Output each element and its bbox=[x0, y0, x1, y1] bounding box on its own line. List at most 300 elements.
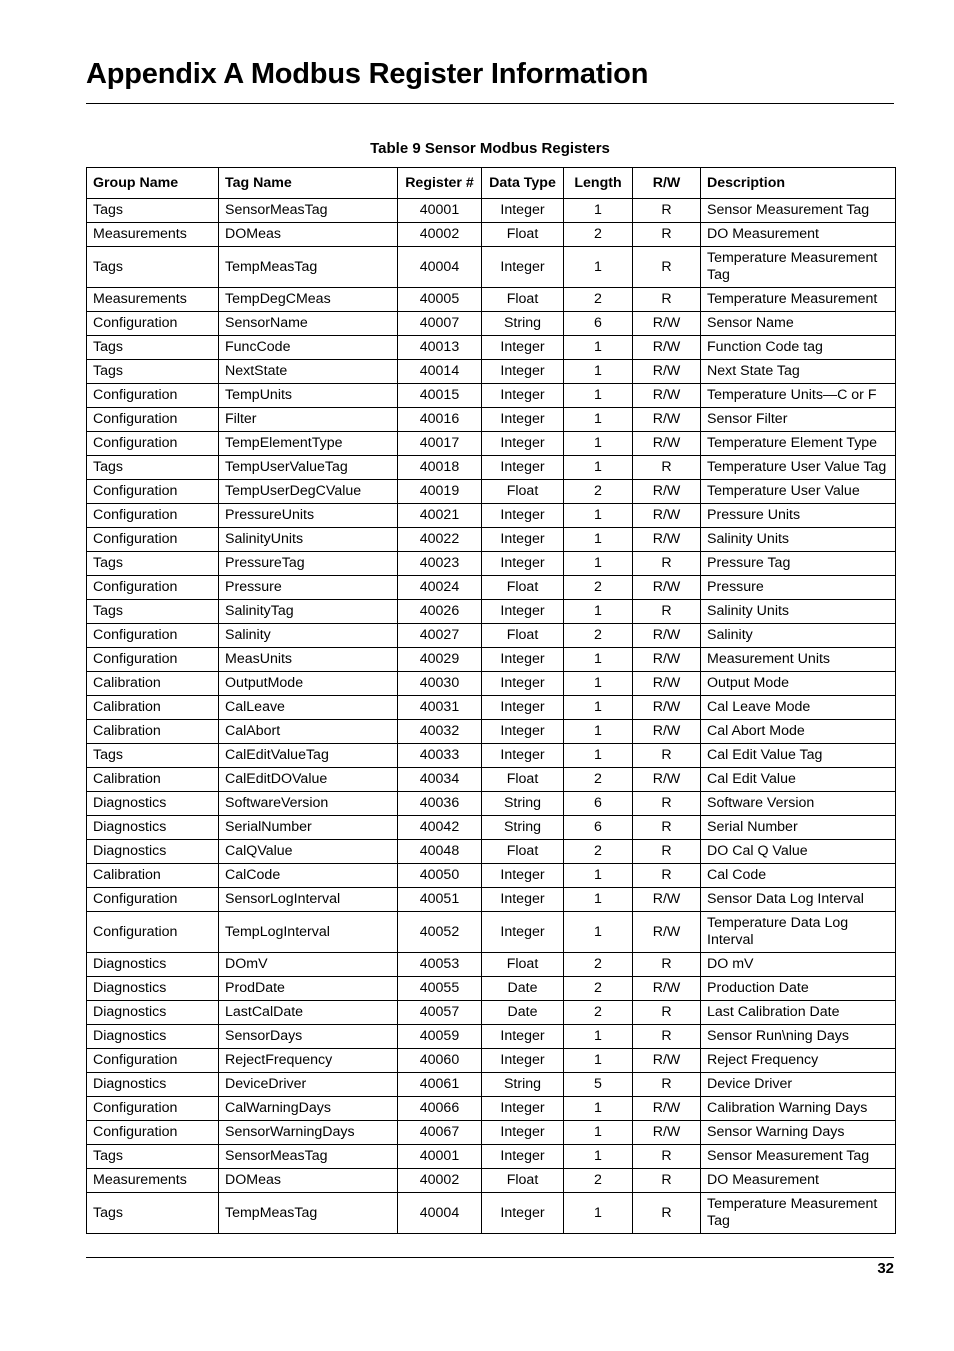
description-cell: Temperature Measurement bbox=[701, 288, 896, 312]
group-name-cell: Tags bbox=[87, 336, 219, 360]
rw-cell: R bbox=[633, 288, 701, 312]
group-name-cell: Diagnostics bbox=[87, 816, 219, 840]
tag-name-cell: CalEditDOValue bbox=[219, 768, 398, 792]
description-cell: Sensor Run\ning Days bbox=[701, 1025, 896, 1049]
tag-name-cell: RejectFrequency bbox=[219, 1049, 398, 1073]
group-name-cell: Measurements bbox=[87, 1169, 219, 1193]
description-cell: Temperature User Value bbox=[701, 480, 896, 504]
table-row bbox=[87, 953, 896, 977]
data-type-cell: Integer bbox=[482, 408, 564, 432]
rw-cell: R/W bbox=[633, 1049, 701, 1073]
length-cell: 2 bbox=[564, 768, 633, 792]
rw-cell: R bbox=[633, 552, 701, 576]
register-cell: 40029 bbox=[398, 648, 482, 672]
table-row bbox=[87, 408, 896, 432]
description-cell: Calibration Warning Days bbox=[701, 1097, 896, 1121]
data-type-cell: Integer bbox=[482, 1025, 564, 1049]
data-type-cell: Integer bbox=[482, 199, 564, 223]
table-row bbox=[87, 504, 896, 528]
description-cell: Temperature Units—C or F bbox=[701, 384, 896, 408]
data-type-cell: String bbox=[482, 312, 564, 336]
header-data-type: Data Type bbox=[482, 168, 564, 199]
group-name-cell: Tags bbox=[87, 360, 219, 384]
tag-name-cell: CalEditValueTag bbox=[219, 744, 398, 768]
table-row bbox=[87, 1073, 896, 1097]
tag-name-cell: TempMeasTag bbox=[219, 1193, 398, 1234]
description-cell: Function Code tag bbox=[701, 336, 896, 360]
register-cell: 40016 bbox=[398, 408, 482, 432]
rw-cell: R bbox=[633, 1001, 701, 1025]
group-name-cell: Configuration bbox=[87, 384, 219, 408]
table-row bbox=[87, 768, 896, 792]
tag-name-cell: MeasUnits bbox=[219, 648, 398, 672]
tag-name-cell: TempUserDegCValue bbox=[219, 480, 398, 504]
group-name-cell: Tags bbox=[87, 552, 219, 576]
table-row bbox=[87, 360, 896, 384]
description-cell: Pressure Units bbox=[701, 504, 896, 528]
group-name-cell: Calibration bbox=[87, 672, 219, 696]
length-cell: 1 bbox=[564, 432, 633, 456]
group-name-cell: Measurements bbox=[87, 288, 219, 312]
length-cell: 2 bbox=[564, 480, 633, 504]
data-type-cell: Date bbox=[482, 977, 564, 1001]
table-row bbox=[87, 1049, 896, 1073]
register-cell: 40051 bbox=[398, 888, 482, 912]
rw-cell: R bbox=[633, 816, 701, 840]
length-cell: 1 bbox=[564, 1145, 633, 1169]
table-row bbox=[87, 696, 896, 720]
rw-cell: R bbox=[633, 1169, 701, 1193]
register-cell: 40002 bbox=[398, 1169, 482, 1193]
page-heading: Appendix A Modbus Register Information bbox=[86, 58, 649, 90]
rw-cell: R bbox=[633, 600, 701, 624]
group-name-cell: Diagnostics bbox=[87, 840, 219, 864]
length-cell: 1 bbox=[564, 552, 633, 576]
register-cell: 40060 bbox=[398, 1049, 482, 1073]
tag-name-cell: OutputMode bbox=[219, 672, 398, 696]
rw-cell: R/W bbox=[633, 912, 701, 953]
group-name-cell: Configuration bbox=[87, 624, 219, 648]
length-cell: 2 bbox=[564, 1001, 633, 1025]
register-cell: 40017 bbox=[398, 432, 482, 456]
register-cell: 40013 bbox=[398, 336, 482, 360]
data-type-cell: Float bbox=[482, 288, 564, 312]
data-type-cell: Integer bbox=[482, 552, 564, 576]
length-cell: 2 bbox=[564, 1169, 633, 1193]
data-type-cell: Integer bbox=[482, 864, 564, 888]
rw-cell: R bbox=[633, 792, 701, 816]
length-cell: 2 bbox=[564, 953, 633, 977]
length-cell: 1 bbox=[564, 247, 633, 288]
rw-cell: R/W bbox=[633, 480, 701, 504]
table-row bbox=[87, 1001, 896, 1025]
register-cell: 40026 bbox=[398, 600, 482, 624]
description-cell: Salinity Units bbox=[701, 600, 896, 624]
group-name-cell: Tags bbox=[87, 456, 219, 480]
description-cell: Temperature Element Type bbox=[701, 432, 896, 456]
data-type-cell: Integer bbox=[482, 888, 564, 912]
register-cell: 40024 bbox=[398, 576, 482, 600]
rw-cell: R bbox=[633, 1073, 701, 1097]
header-rw: R/W bbox=[633, 168, 701, 199]
register-cell: 40033 bbox=[398, 744, 482, 768]
group-name-cell: Configuration bbox=[87, 408, 219, 432]
description-cell: Cal Leave Mode bbox=[701, 696, 896, 720]
group-name-cell: Diagnostics bbox=[87, 977, 219, 1001]
data-type-cell: Integer bbox=[482, 720, 564, 744]
description-cell: Temperature Data Log Interval bbox=[701, 912, 896, 953]
data-type-cell: Float bbox=[482, 768, 564, 792]
table-row bbox=[87, 864, 896, 888]
table-row bbox=[87, 336, 896, 360]
tag-name-cell: NextState bbox=[219, 360, 398, 384]
length-cell: 6 bbox=[564, 312, 633, 336]
register-cell: 40031 bbox=[398, 696, 482, 720]
table-row bbox=[87, 480, 896, 504]
register-cell: 40022 bbox=[398, 528, 482, 552]
group-name-cell: Calibration bbox=[87, 768, 219, 792]
description-cell: Last Calibration Date bbox=[701, 1001, 896, 1025]
description-cell: Sensor Data Log Interval bbox=[701, 888, 896, 912]
description-cell: Measurement Units bbox=[701, 648, 896, 672]
table-row bbox=[87, 432, 896, 456]
group-name-cell: Configuration bbox=[87, 528, 219, 552]
register-cell: 40067 bbox=[398, 1121, 482, 1145]
register-cell: 40004 bbox=[398, 1193, 482, 1234]
tag-name-cell: TempLogInterval bbox=[219, 912, 398, 953]
group-name-cell: Configuration bbox=[87, 648, 219, 672]
header-group-name: Group Name bbox=[87, 168, 219, 199]
length-cell: 1 bbox=[564, 888, 633, 912]
description-cell: DO Measurement bbox=[701, 1169, 896, 1193]
rw-cell: R/W bbox=[633, 696, 701, 720]
description-cell: Output Mode bbox=[701, 672, 896, 696]
tag-name-cell: SensorName bbox=[219, 312, 398, 336]
description-cell: Sensor Warning Days bbox=[701, 1121, 896, 1145]
data-type-cell: Integer bbox=[482, 432, 564, 456]
description-cell: Temperature Measurement Tag bbox=[701, 1193, 896, 1234]
length-cell: 1 bbox=[564, 1193, 633, 1234]
length-cell: 1 bbox=[564, 1049, 633, 1073]
tag-name-cell: PressureTag bbox=[219, 552, 398, 576]
header-tag-name: Tag Name bbox=[219, 168, 398, 199]
length-cell: 1 bbox=[564, 456, 633, 480]
table-row bbox=[87, 1121, 896, 1145]
rw-cell: R bbox=[633, 1145, 701, 1169]
description-cell: Serial Number bbox=[701, 816, 896, 840]
group-name-cell: Tags bbox=[87, 247, 219, 288]
data-type-cell: Integer bbox=[482, 336, 564, 360]
data-type-cell: Float bbox=[482, 480, 564, 504]
data-type-cell: Integer bbox=[482, 672, 564, 696]
tag-name-cell: ProdDate bbox=[219, 977, 398, 1001]
register-cell: 40057 bbox=[398, 1001, 482, 1025]
data-type-cell: Float bbox=[482, 223, 564, 247]
data-type-cell: Integer bbox=[482, 384, 564, 408]
rw-cell: R/W bbox=[633, 888, 701, 912]
data-type-cell: String bbox=[482, 816, 564, 840]
length-cell: 2 bbox=[564, 840, 633, 864]
data-type-cell: Integer bbox=[482, 456, 564, 480]
register-cell: 40019 bbox=[398, 480, 482, 504]
data-type-cell: Integer bbox=[482, 912, 564, 953]
data-type-cell: Integer bbox=[482, 247, 564, 288]
tag-name-cell: CalLeave bbox=[219, 696, 398, 720]
rw-cell: R bbox=[633, 864, 701, 888]
table-row bbox=[87, 1145, 896, 1169]
length-cell: 1 bbox=[564, 600, 633, 624]
group-name-cell: Diagnostics bbox=[87, 1073, 219, 1097]
table-row bbox=[87, 840, 896, 864]
length-cell: 1 bbox=[564, 384, 633, 408]
table-row bbox=[87, 624, 896, 648]
table-row bbox=[87, 384, 896, 408]
register-cell: 40007 bbox=[398, 312, 482, 336]
register-cell: 40055 bbox=[398, 977, 482, 1001]
tag-name-cell: TempUserValueTag bbox=[219, 456, 398, 480]
tag-name-cell: TempElementType bbox=[219, 432, 398, 456]
length-cell: 5 bbox=[564, 1073, 633, 1097]
register-cell: 40052 bbox=[398, 912, 482, 953]
rw-cell: R/W bbox=[633, 672, 701, 696]
rw-cell: R bbox=[633, 744, 701, 768]
length-cell: 1 bbox=[564, 696, 633, 720]
register-cell: 40023 bbox=[398, 552, 482, 576]
data-type-cell: Float bbox=[482, 624, 564, 648]
group-name-cell: Tags bbox=[87, 744, 219, 768]
group-name-cell: Tags bbox=[87, 199, 219, 223]
length-cell: 1 bbox=[564, 720, 633, 744]
register-cell: 40001 bbox=[398, 199, 482, 223]
length-cell: 1 bbox=[564, 199, 633, 223]
data-type-cell: Float bbox=[482, 840, 564, 864]
data-type-cell: Integer bbox=[482, 648, 564, 672]
tag-name-cell: SensorMeasTag bbox=[219, 199, 398, 223]
data-type-cell: Integer bbox=[482, 1049, 564, 1073]
description-cell: Sensor Measurement Tag bbox=[701, 1145, 896, 1169]
rw-cell: R bbox=[633, 223, 701, 247]
description-cell: Temperature User Value Tag bbox=[701, 456, 896, 480]
register-cell: 40032 bbox=[398, 720, 482, 744]
data-type-cell: String bbox=[482, 792, 564, 816]
description-cell: Salinity Units bbox=[701, 528, 896, 552]
rw-cell: R/W bbox=[633, 1097, 701, 1121]
group-name-cell: Calibration bbox=[87, 696, 219, 720]
rw-cell: R/W bbox=[633, 360, 701, 384]
tag-name-cell: CalWarningDays bbox=[219, 1097, 398, 1121]
data-type-cell: Integer bbox=[482, 696, 564, 720]
length-cell: 1 bbox=[564, 912, 633, 953]
rw-cell: R bbox=[633, 1025, 701, 1049]
rw-cell: R bbox=[633, 247, 701, 288]
group-name-cell: Configuration bbox=[87, 912, 219, 953]
data-type-cell: Integer bbox=[482, 1145, 564, 1169]
table-row bbox=[87, 288, 896, 312]
rw-cell: R/W bbox=[633, 312, 701, 336]
register-cell: 40030 bbox=[398, 672, 482, 696]
tag-name-cell: SalinityUnits bbox=[219, 528, 398, 552]
group-name-cell: Diagnostics bbox=[87, 1001, 219, 1025]
group-name-cell: Configuration bbox=[87, 312, 219, 336]
table-row bbox=[87, 312, 896, 336]
data-type-cell: Float bbox=[482, 953, 564, 977]
length-cell: 2 bbox=[564, 288, 633, 312]
length-cell: 1 bbox=[564, 1121, 633, 1145]
header-description: Description bbox=[701, 168, 896, 199]
length-cell: 1 bbox=[564, 1097, 633, 1121]
table-row bbox=[87, 744, 896, 768]
data-type-cell: Integer bbox=[482, 360, 564, 384]
table-row bbox=[87, 1025, 896, 1049]
group-name-cell: Calibration bbox=[87, 720, 219, 744]
length-cell: 1 bbox=[564, 648, 633, 672]
tag-name-cell: CalAbort bbox=[219, 720, 398, 744]
data-type-cell: String bbox=[482, 1073, 564, 1097]
group-name-cell: Diagnostics bbox=[87, 792, 219, 816]
register-cell: 40021 bbox=[398, 504, 482, 528]
description-cell: Cal Edit Value bbox=[701, 768, 896, 792]
tag-name-cell: DOmV bbox=[219, 953, 398, 977]
length-cell: 1 bbox=[564, 360, 633, 384]
register-cell: 40059 bbox=[398, 1025, 482, 1049]
tag-name-cell: DOMeas bbox=[219, 1169, 398, 1193]
length-cell: 1 bbox=[564, 672, 633, 696]
rw-cell: R/W bbox=[633, 408, 701, 432]
register-cell: 40002 bbox=[398, 223, 482, 247]
length-cell: 2 bbox=[564, 624, 633, 648]
description-cell: DO mV bbox=[701, 953, 896, 977]
group-name-cell: Configuration bbox=[87, 1049, 219, 1073]
header-register: Register # bbox=[398, 168, 482, 199]
rw-cell: R bbox=[633, 840, 701, 864]
group-name-cell: Configuration bbox=[87, 1121, 219, 1145]
table-row bbox=[87, 888, 896, 912]
rw-cell: R bbox=[633, 953, 701, 977]
length-cell: 2 bbox=[564, 576, 633, 600]
register-cell: 40050 bbox=[398, 864, 482, 888]
group-name-cell: Tags bbox=[87, 600, 219, 624]
register-cell: 40048 bbox=[398, 840, 482, 864]
register-cell: 40015 bbox=[398, 384, 482, 408]
tag-name-cell: PressureUnits bbox=[219, 504, 398, 528]
table-row bbox=[87, 576, 896, 600]
page-number: 32 bbox=[877, 1260, 894, 1277]
register-cell: 40004 bbox=[398, 247, 482, 288]
rw-cell: R/W bbox=[633, 576, 701, 600]
table-row bbox=[87, 552, 896, 576]
description-cell: Salinity bbox=[701, 624, 896, 648]
description-cell: Reject Frequency bbox=[701, 1049, 896, 1073]
rw-cell: R/W bbox=[633, 1121, 701, 1145]
table-caption: Table 9 Sensor Modbus Registers bbox=[370, 140, 610, 157]
group-name-cell: Tags bbox=[87, 1193, 219, 1234]
footer-rule bbox=[86, 1257, 894, 1258]
tag-name-cell: SerialNumber bbox=[219, 816, 398, 840]
register-cell: 40027 bbox=[398, 624, 482, 648]
length-cell: 1 bbox=[564, 336, 633, 360]
rw-cell: R/W bbox=[633, 504, 701, 528]
table-row bbox=[87, 1169, 896, 1193]
rw-cell: R/W bbox=[633, 336, 701, 360]
length-cell: 1 bbox=[564, 864, 633, 888]
tag-name-cell: SensorLogInterval bbox=[219, 888, 398, 912]
table-row bbox=[87, 977, 896, 1001]
register-cell: 40005 bbox=[398, 288, 482, 312]
table-header-row bbox=[87, 168, 896, 199]
group-name-cell: Measurements bbox=[87, 223, 219, 247]
length-cell: 1 bbox=[564, 408, 633, 432]
description-cell: Device Driver bbox=[701, 1073, 896, 1097]
table-row bbox=[87, 816, 896, 840]
length-cell: 2 bbox=[564, 977, 633, 1001]
tag-name-cell: CalQValue bbox=[219, 840, 398, 864]
data-type-cell: Date bbox=[482, 1001, 564, 1025]
group-name-cell: Configuration bbox=[87, 888, 219, 912]
length-cell: 6 bbox=[564, 792, 633, 816]
register-cell: 40061 bbox=[398, 1073, 482, 1097]
group-name-cell: Configuration bbox=[87, 432, 219, 456]
rw-cell: R bbox=[633, 1193, 701, 1234]
rw-cell: R bbox=[633, 199, 701, 223]
rw-cell: R/W bbox=[633, 648, 701, 672]
data-type-cell: Integer bbox=[482, 504, 564, 528]
length-cell: 1 bbox=[564, 744, 633, 768]
description-cell: Cal Edit Value Tag bbox=[701, 744, 896, 768]
data-type-cell: Integer bbox=[482, 600, 564, 624]
description-cell: Sensor Measurement Tag bbox=[701, 199, 896, 223]
register-cell: 40053 bbox=[398, 953, 482, 977]
data-type-cell: Float bbox=[482, 576, 564, 600]
table-row bbox=[87, 600, 896, 624]
group-name-cell: Configuration bbox=[87, 576, 219, 600]
rw-cell: R/W bbox=[633, 768, 701, 792]
table-body bbox=[87, 199, 896, 1234]
register-cell: 40036 bbox=[398, 792, 482, 816]
table-row bbox=[87, 1193, 896, 1234]
tag-name-cell: CalCode bbox=[219, 864, 398, 888]
tag-name-cell: TempDegCMeas bbox=[219, 288, 398, 312]
description-cell: DO Cal Q Value bbox=[701, 840, 896, 864]
register-cell: 40066 bbox=[398, 1097, 482, 1121]
description-cell: Production Date bbox=[701, 977, 896, 1001]
description-cell: Pressure Tag bbox=[701, 552, 896, 576]
table-row bbox=[87, 528, 896, 552]
register-cell: 40001 bbox=[398, 1145, 482, 1169]
table-row bbox=[87, 792, 896, 816]
group-name-cell: Diagnostics bbox=[87, 953, 219, 977]
register-cell: 40042 bbox=[398, 816, 482, 840]
tag-name-cell: SensorDays bbox=[219, 1025, 398, 1049]
register-cell: 40018 bbox=[398, 456, 482, 480]
length-cell: 6 bbox=[564, 816, 633, 840]
tag-name-cell: LastCalDate bbox=[219, 1001, 398, 1025]
tag-name-cell: SensorWarningDays bbox=[219, 1121, 398, 1145]
table-row bbox=[87, 1097, 896, 1121]
rw-cell: R/W bbox=[633, 384, 701, 408]
group-name-cell: Configuration bbox=[87, 1097, 219, 1121]
tag-name-cell: FuncCode bbox=[219, 336, 398, 360]
register-cell: 40014 bbox=[398, 360, 482, 384]
length-cell: 2 bbox=[564, 223, 633, 247]
length-cell: 1 bbox=[564, 504, 633, 528]
tag-name-cell: DeviceDriver bbox=[219, 1073, 398, 1097]
description-cell: DO Measurement bbox=[701, 223, 896, 247]
rw-cell: R/W bbox=[633, 432, 701, 456]
table-row bbox=[87, 456, 896, 480]
length-cell: 1 bbox=[564, 1025, 633, 1049]
data-type-cell: Integer bbox=[482, 1097, 564, 1121]
tag-name-cell: Filter bbox=[219, 408, 398, 432]
